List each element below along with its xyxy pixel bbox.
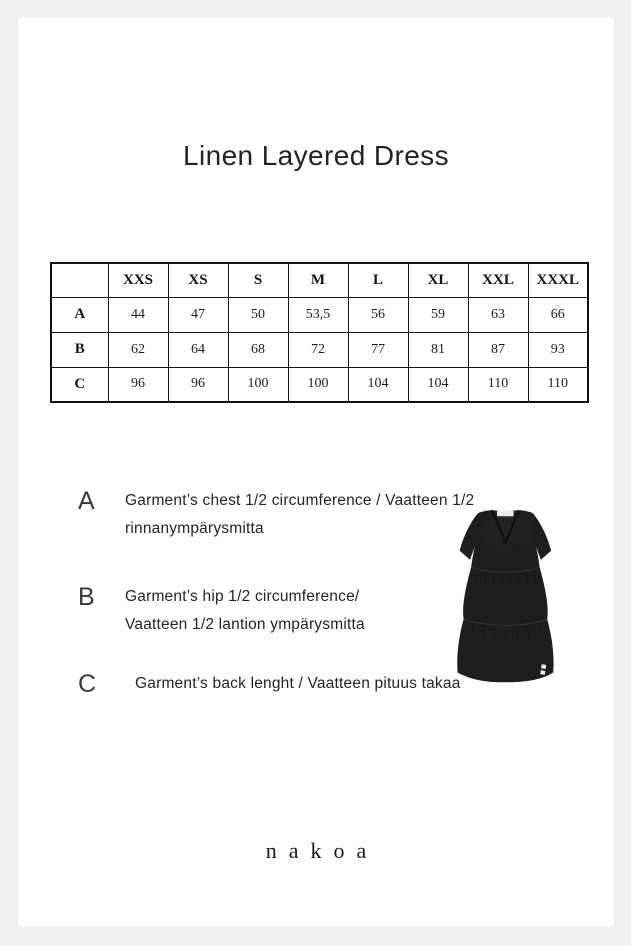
measure-value: 93 [528,332,588,367]
measure-value: 44 [108,297,168,332]
neck-label [497,511,514,516]
measure-value: 104 [348,367,408,402]
legend-line: Vaatteen 1/2 lantion ympärysmitta [125,616,365,633]
measure-value: 53,5 [288,297,348,332]
table-header-row [51,263,588,297]
measure-label: B [51,332,108,367]
size-column-header: XXS [108,263,168,297]
measure-value: 77 [348,332,408,367]
measure-value: 59 [408,297,468,332]
measure-value: 62 [108,332,168,367]
measure-value: 72 [288,332,348,367]
size-column-header: S [228,263,288,297]
product-photo-dress [440,470,631,710]
measure-value: 63 [468,297,528,332]
legend-item-b [78,583,365,639]
measure-value: 47 [168,297,228,332]
legend-line: rinnanympärysmitta [125,520,264,537]
legend-item-c [78,670,461,698]
page-title: Linen Layered Dress [183,140,449,171]
measure-value: 64 [168,332,228,367]
measure-value: 110 [528,367,588,402]
legend-description-b [125,583,365,639]
measure-label: A [51,297,108,332]
measure-value: 56 [348,297,408,332]
size-column-header: M [288,263,348,297]
legend-line: Garment’s chest 1/2 circumference / Vaatteen 1/2 [125,492,475,509]
table-corner-cell [51,263,108,297]
measure-value: 100 [228,367,288,402]
legend-description-c [135,670,461,698]
table-row-c [51,367,588,402]
measure-value: 104 [408,367,468,402]
size-column-header: XXL [468,263,528,297]
measure-value: 96 [108,367,168,402]
measure-value: 96 [168,367,228,402]
size-chart-table [50,262,589,403]
measure-value: 81 [408,332,468,367]
table-row-b [51,332,588,367]
measure-value: 50 [228,297,288,332]
size-column-header: L [348,263,408,297]
legend-description-a [125,487,474,543]
legend-line: Garment’s hip 1/2 circumference/ [125,588,360,605]
size-column-header: XXXL [528,263,588,297]
legend-key-a: A [78,487,95,515]
measure-value: 68 [228,332,288,367]
size-column-header: XS [168,263,228,297]
measure-value: 66 [528,297,588,332]
legend-key-b: B [78,583,95,611]
measure-label: C [51,367,108,402]
size-guide-sheet [18,18,614,926]
table-row-a [51,297,588,332]
measure-value: 110 [468,367,528,402]
legend-key-c: C [78,670,97,698]
measure-value: 87 [468,332,528,367]
size-column-header: XL [408,263,468,297]
brand-logo: nakoa [265,838,379,863]
black-tiered-dress-illustration [440,470,631,710]
legend-item-a [78,487,474,543]
legend-line: Garment’s back lenght / Vaatteen pituus takaa [135,675,461,692]
measure-value: 100 [288,367,348,402]
